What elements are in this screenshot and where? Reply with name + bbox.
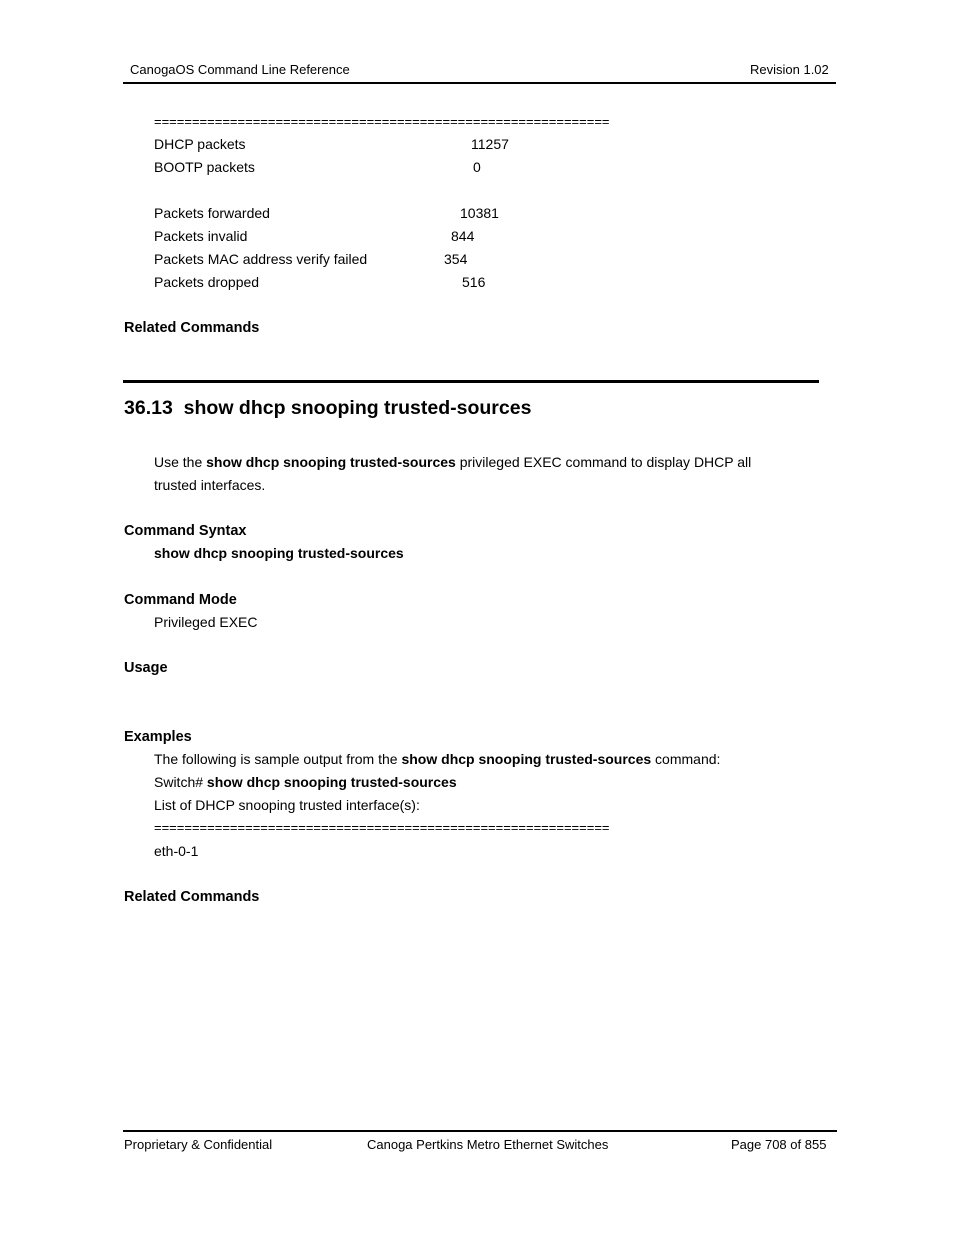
example-list-title: List of DHCP snooping trusted interface(s): — [154, 797, 420, 813]
stat-label-bootp-packets: BOOTP packets — [154, 159, 255, 175]
example-command: show dhcp snooping trusted-sources — [401, 751, 652, 767]
example-prefix: The following is sample output from the — [154, 751, 402, 767]
intro-command: show dhcp snooping trusted-sources — [206, 454, 456, 470]
section-rule — [123, 380, 819, 383]
stat-value-dhcp-packets: 11257 — [471, 136, 509, 152]
stat-value-mac-verify-failed: 354 — [444, 251, 468, 267]
stat-value-packets-forwarded: 10381 — [460, 205, 499, 221]
example-interface: eth-0-1 — [154, 843, 199, 859]
stat-label-packets-forwarded: Packets forwarded — [154, 205, 270, 221]
section-heading — [124, 399, 531, 419]
stat-label-mac-verify-failed: Packets MAC address verify failed — [154, 251, 368, 267]
related-commands-heading-1: Related Commands — [124, 320, 260, 336]
footer-product: Canoga Pertkins Metro Ethernet Switches — [367, 1137, 609, 1152]
footer-rule — [123, 1130, 837, 1132]
footer-confidential: Proprietary & Confidential — [124, 1137, 273, 1152]
stat-label-dhcp-packets: DHCP packets — [154, 136, 246, 152]
stat-value-packets-dropped: 516 — [462, 274, 486, 290]
command-syntax-heading: Command Syntax — [124, 523, 247, 539]
command-mode: Privileged EXEC — [154, 614, 258, 630]
command-mode-heading: Command Mode — [124, 592, 237, 608]
example-prompt-command: show dhcp snooping trusted-sources — [206, 774, 457, 790]
intro-line-2: trusted interfaces. — [154, 477, 266, 493]
example-prompt: Switch# — [154, 774, 207, 790]
intro-prefix: Use the — [154, 454, 207, 470]
output-separator: ============================================================ — [154, 114, 610, 129]
examples-heading: Examples — [124, 729, 192, 745]
intro-suffix: privileged EXEC command to display DHCP all — [455, 454, 752, 470]
header-title: CanogaOS Command Line Reference — [130, 62, 350, 77]
section-number: 36.13 — [124, 397, 173, 419]
stat-label-packets-dropped: Packets dropped — [154, 274, 260, 290]
related-commands-heading-2: Related Commands — [124, 889, 260, 905]
intro-line-1 — [154, 455, 751, 469]
header-rule — [123, 82, 836, 84]
command-syntax: show dhcp snooping trusted-sources — [154, 545, 404, 561]
footer-page-number: Page 708 of 855 — [731, 1137, 827, 1152]
header-revision: Revision 1.02 — [750, 62, 829, 77]
stat-label-packets-invalid: Packets invalid — [154, 228, 248, 244]
stat-value-packets-invalid: 844 — [451, 228, 475, 244]
usage-heading: Usage — [124, 660, 168, 676]
example-suffix: command: — [651, 751, 721, 767]
stat-value-bootp-packets: 0 — [473, 159, 481, 175]
example-separator: ============================================================ — [154, 820, 610, 835]
section-title: show dhcp snooping trusted-sources — [183, 397, 532, 419]
example-description — [154, 752, 720, 766]
example-prompt-line — [154, 775, 457, 789]
